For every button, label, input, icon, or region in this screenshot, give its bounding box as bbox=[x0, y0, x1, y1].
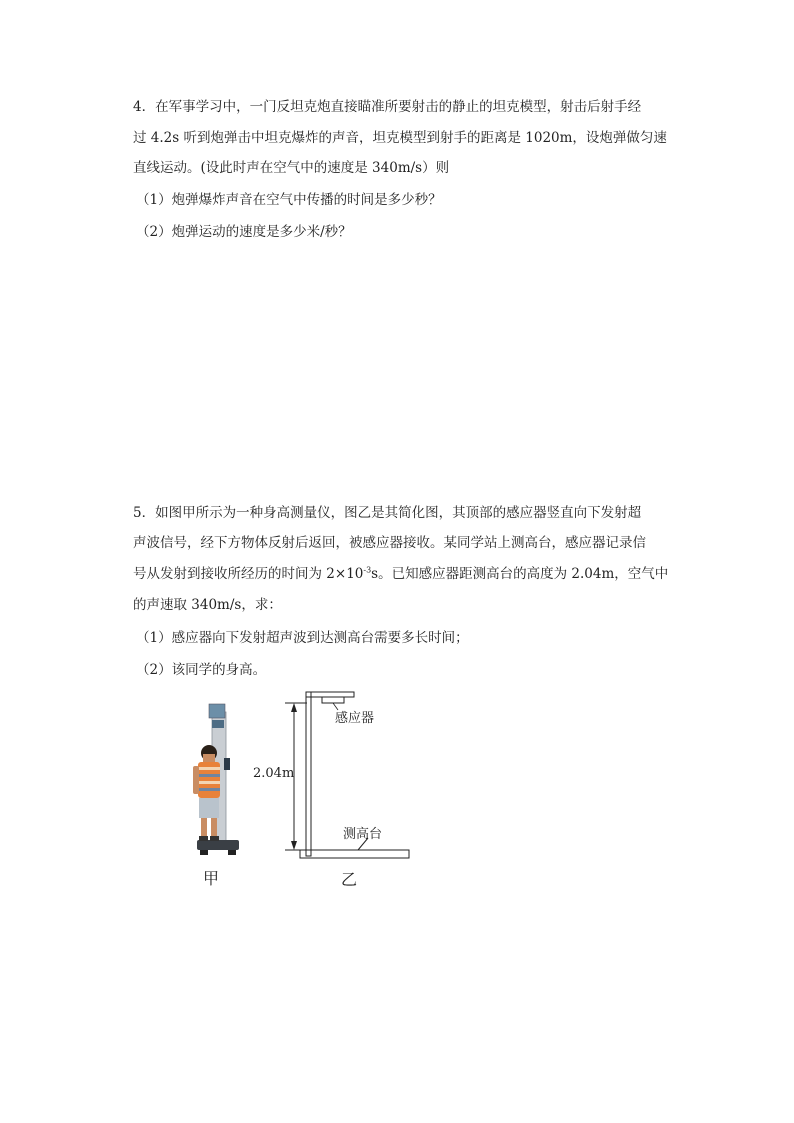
q5-line-4: 的声速取 340m/s，求： bbox=[133, 597, 282, 613]
q4-line-1: 4．在军事学习中，一门反坦克炮直接瞄准所要射击的静止的坦克模型，射击后射手经 bbox=[133, 99, 642, 115]
q5-exponent: -3 bbox=[363, 565, 372, 575]
q4-subquestion-1: （1）炮弹爆炸声音在空气中传播的时间是多少秒？ bbox=[136, 192, 442, 208]
q5-line-3-pre: 号从发射到接收所经历的时间为 2×10 bbox=[133, 566, 364, 582]
q4-line-3: 直线运动。(设此时声在空气中的速度是 340m/s）则 bbox=[133, 160, 450, 176]
q4-subquestion-2: （2）炮弹运动的速度是多少米/秒？ bbox=[136, 224, 352, 240]
sensor-label: 感应器 bbox=[335, 711, 375, 726]
q5-subquestion-2: （2）该同学的身高。 bbox=[136, 662, 267, 678]
height-meter-photo bbox=[185, 700, 255, 862]
figure-caption-jia: 甲 bbox=[203, 869, 220, 888]
q5-line-1: 5．如图甲所示为一种身高测量仪，图乙是其简化图，其顶部的感应器竖直向下发射超 bbox=[133, 505, 642, 521]
figure-caption-yi: 乙 bbox=[341, 870, 358, 889]
height-dimension-label: 2.04m bbox=[253, 766, 295, 781]
q5-line-2: 声波信号，经下方物体反射后返回，被感应器接收。某同学站上测高台，感应器记录信 bbox=[133, 535, 646, 551]
q5-line-3 bbox=[133, 564, 668, 584]
q5-line-3-post: s。已知感应器距测高台的高度为 2.04m，空气中 bbox=[371, 566, 669, 582]
q4-line-2: 过 4.2s 听到炮弹击中坦克爆炸的声音，坦克模型到射手的距离是 1020m，设炮弹做匀速 bbox=[133, 130, 667, 146]
q5-subquestion-1: （1）感应器向下发射超声波到达测高台需要多长时间； bbox=[136, 630, 469, 646]
platform-label: 测高台 bbox=[343, 827, 383, 842]
